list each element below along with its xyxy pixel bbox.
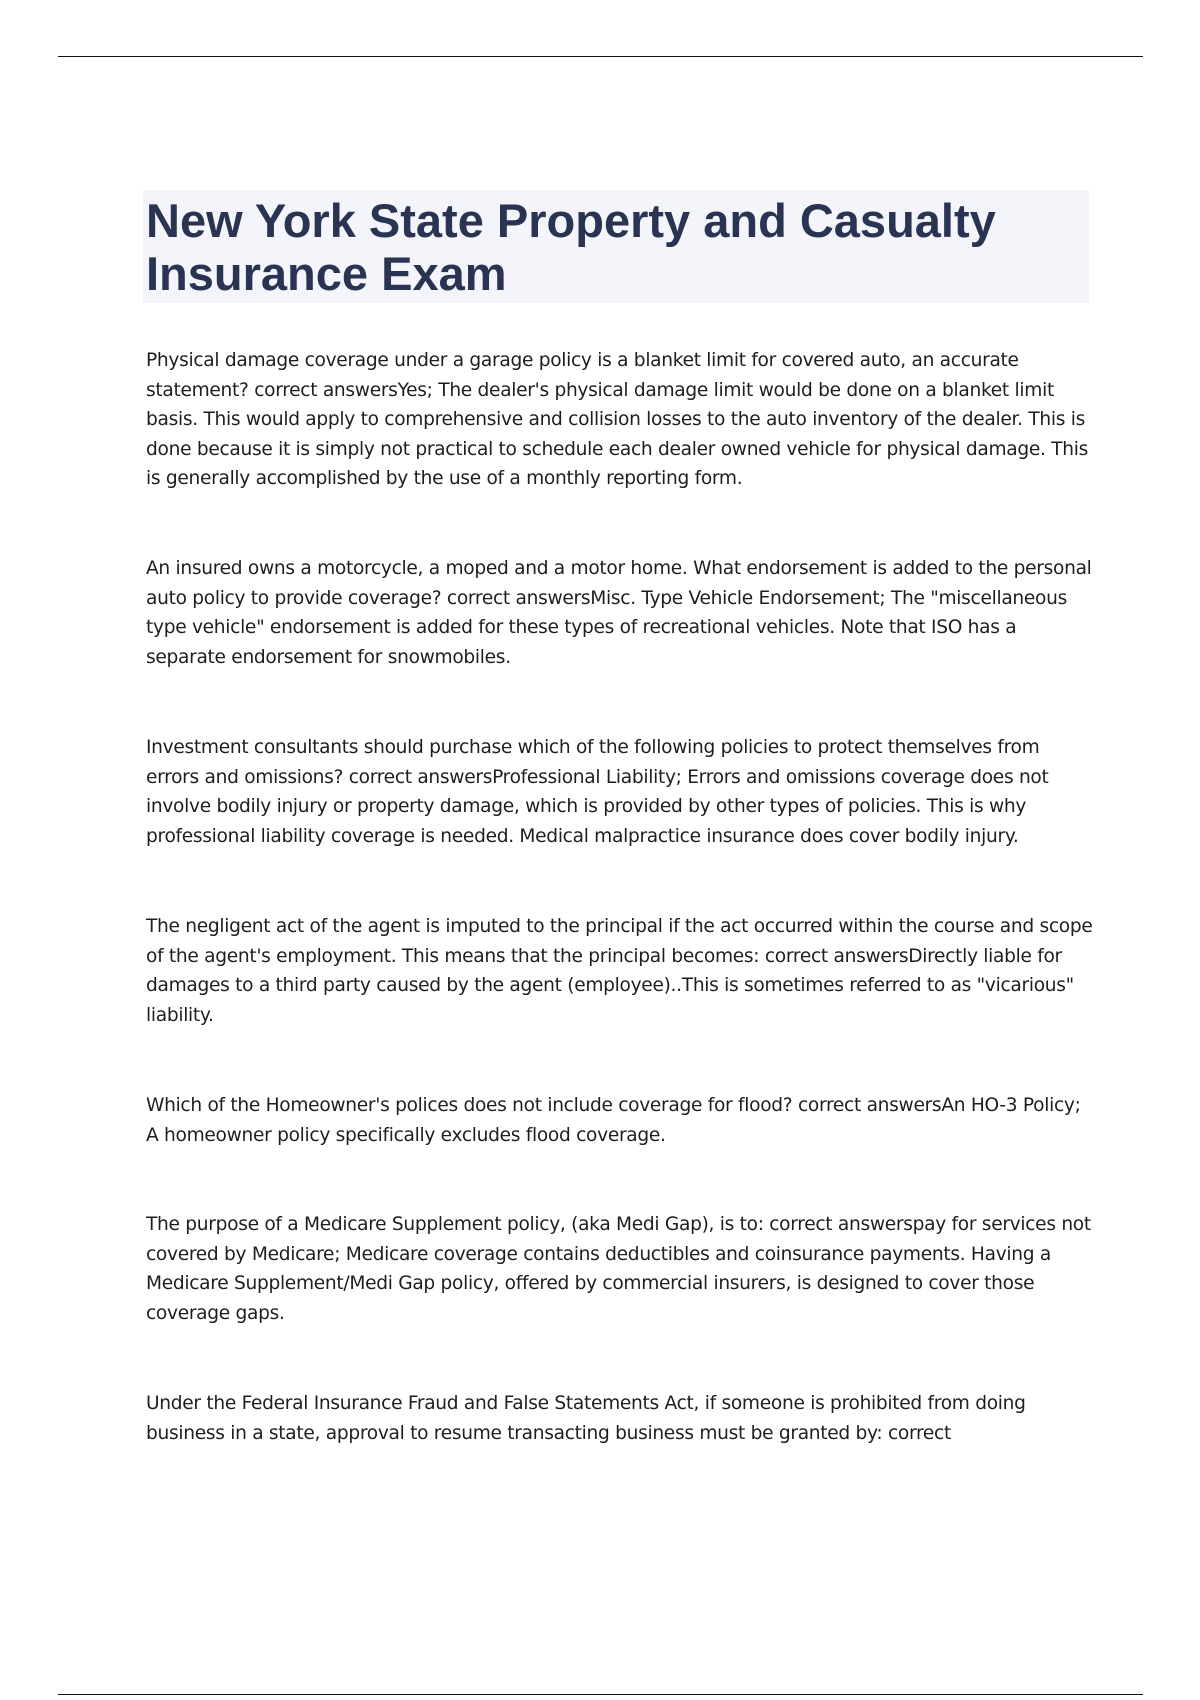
question-answer-6: The purpose of a Medicare Supplement policy, (aka Medi Gap), is to: correct answerspay for services not covered by Medicare; Medicare coverage contains deductibles and coinsurance payments. Having a Medicare Supplement/Medi Gap policy, offered by commercial insurers, is designed to cover those coverage gaps.: [146, 1214, 1091, 1324]
top-rule: [58, 56, 1143, 57]
question-answer-4: The negligent act of the agent is imputed to the principal if the act occurred within the course and scope of the agent's employment. This means that the principal becomes: correct answersDirectly liable for damages to a third party caused by the agent (employee)..This is sometimes referred to as "vicarious" liability.: [146, 916, 1093, 1026]
question-answer-2: An insured owns a motorcycle, a moped and a motor home. What endorsement is added to the personal auto policy to provide coverage? correct answersMisc. Type Vehicle Endorsement; The "miscellaneous type vehicle" endorsement is added for these types of recreational vehicles. Note that ISO has a separate endorsement for snowmobiles.: [146, 558, 1092, 668]
question-answer-1: Physical damage coverage under a garage policy is a blanket limit for covered auto, an accurate statement? correct answersYes; The dealer's physical damage limit would be done on a blanket limit basis. This would apply to comprehensive and collision losses to the auto inventory of the dealer. This is done because it is simply not practical to schedule each dealer owned vehicle for physical damage. This is generally accomplished by the use of a monthly reporting form.: [146, 350, 1089, 489]
question-answer-3: Investment consultants should purchase which of the following policies to protect themselves from errors and omissions? correct answersProfessional Liability; Errors and omissions coverage does not involve bodily injury or property damage, which is provided by other types of policies. This is why professional liability coverage is needed. Medical malpractice insurance does cover bodily injury.: [146, 737, 1049, 847]
question-answer-5: Which of the Homeowner's polices does not include coverage for flood? correct answersAn HO-3 Policy; A homeowner policy specifically excludes flood coverage.: [146, 1095, 1081, 1146]
bottom-rule: [58, 1694, 1143, 1695]
title-block: [143, 190, 1089, 303]
page-title: New York State Property and Casualty Insurance Exam: [146, 194, 996, 300]
question-answer-7: Under the Federal Insurance Fraud and False Statements Act, if someone is prohibited from doing business in a state, approval to resume transacting business must be granted by: correct: [146, 1393, 1026, 1444]
